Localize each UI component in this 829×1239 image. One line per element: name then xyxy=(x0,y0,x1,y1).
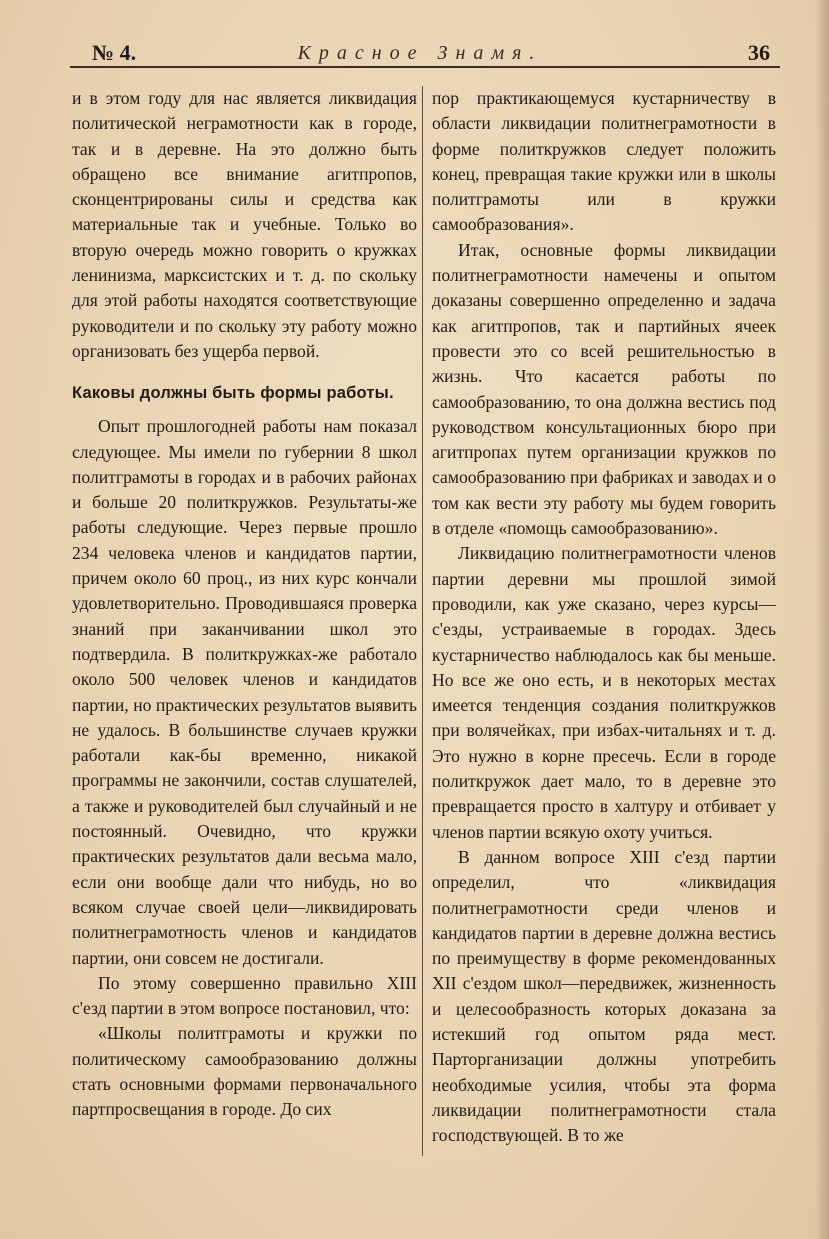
paragraph: По этому совершенно правильно XIII с'езд партии в этом вопросе постановил, что: xyxy=(72,972,417,1019)
page-edge-shadow xyxy=(815,0,829,1239)
paragraph: и в этом году для нас является ликвидация политической неграмотности как в городе, так и в деревне. На это должно быть обращено все внимание агитпропов, сконцентрированы силы и средства как материальные так и учебные. Только во вторую очередь можно говорить о кружках ленинизма, марксистских и т. д. по скольку для этой работы находятся соответствующие руководители и по скольку эту работу можно организовать без ущерба первой. xyxy=(72,88,417,361)
issue-number: № 4. xyxy=(92,40,137,65)
quote-paragraph: «Школы политграмоты и кружки по политическому самообразованию должны стать основными формами первоначального партпросвещания в городе. До сих xyxy=(72,1023,417,1120)
paragraph: Ликвидацию политнеграмотности членов партии деревни мы прошлой зимой проводили, как уже сказано, через курсы—с'езды, устраиваемые в городах. Здесь кустарничество наблюдалось как бы меньше. Но все же оно есть, и в некоторых местах имеется тенденция создания политкружков при волячейках, при избах-читальнях и т. д. Это нужно в корне пресечь. Если в городе политкружок дает мало, то в деревне это превращается просто в халтуру и отбивает у членов партии всякую охоту учиться. xyxy=(432,543,776,842)
section-heading: Каковы должны быть формы работы. xyxy=(72,384,394,403)
column-divider xyxy=(422,86,423,1156)
paragraph: В данном вопросе XIII с'езд партии определил, что «ликвидация политнеграмотности среди членов и кандидатов партии в деревне должна вестись по преимуществу в форме рекомендованных XII с'ездом школ—передвижек, жизненность и целесообразность которых доказана за истекший год опытом ряда мест. Парторганизации должны употребить необходимые усилия, чтобы эта форма ликвидации политнеграмотности стала господствующей. В то же xyxy=(432,846,776,1146)
paragraph: пор практикающемуся кустарничеству в области ликвидации политнеграмотности в форме политкружков следует положить конец, превращая такие кружки или в школы политграмоты или в кружки самообразования». xyxy=(432,88,776,235)
right-column xyxy=(432,86,776,1148)
paragraph: Итак, основные формы ликвидации политнеграмотности намечены и опытом доказаны совершенно определенно и задача как агитпропов, так и партийных ячеек провести это со всей решительностью в жизнь. Что касается работы по самообразованию, то она должна вестись под руководством консультационных бюро при агитпропах путем организации кружков по самообразованию при фабриках и заводах и о том как вести эту работу мы будем говорить в отделе «помощь самообразованию». xyxy=(432,239,776,539)
newspaper-title: Красное Знамя. xyxy=(297,42,543,64)
paragraph: Опыт прошлогодней работы нам показал следующее. Мы имели по губернии 8 школ политграмоты в городах и в рабочих районах и больше 20 политкружков. Результаты-же работы следующие. Через первые прошло 234 человека членов и кандидатов партии, причем около 60 проц., из них курс кончали удовлетворительно. Проводившаяся проверка знаний при заканчивании школ это подтвердила. В политкружках-же работало около 500 человек членов и кандидатов партии, но практических результатов выявить не удалось. В большинстве случаев кружки работали как-бы временно, никакой программы не закончили, состав слушателей, а также и руководителей был случайный и не постоянный. Очевидно, что кружки практических результатов дали весьма мало, если они вообще дали что нибудь, но во всяком случае своей цели—ликвидировать политнеграмотность членов и кандидатов партии, они совсем не достигали. xyxy=(72,416,417,968)
page-number: 36 xyxy=(748,40,770,65)
header-rule xyxy=(70,66,780,68)
left-column xyxy=(72,86,417,1123)
